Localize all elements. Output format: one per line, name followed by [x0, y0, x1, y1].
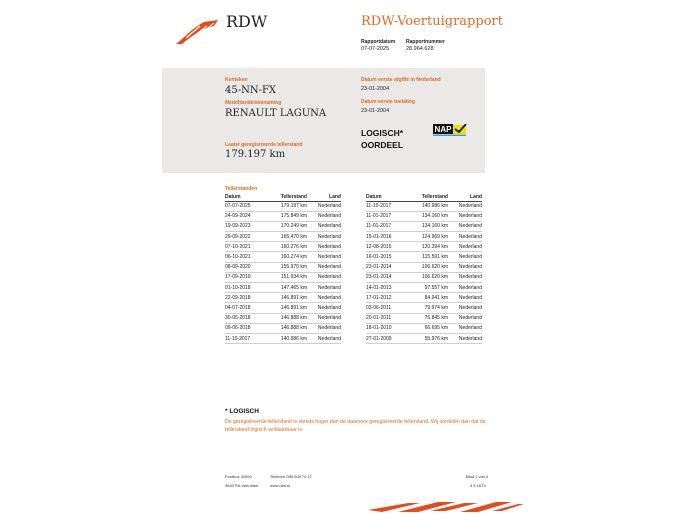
- table-row: [225, 201, 341, 211]
- cell-country: Nederland: [452, 232, 482, 242]
- cell-reading: 175.849 km: [271, 211, 311, 221]
- table-row: [366, 293, 482, 303]
- cell-reading: 146.888 km: [271, 323, 311, 333]
- first-admission-label: Datum eerste toelating: [361, 99, 415, 105]
- first-nl-date: 23-01-2004: [361, 86, 390, 92]
- footer-website[interactable]: www.rdw.nl: [270, 483, 291, 488]
- cell-date: 20-01-2011: [366, 313, 412, 323]
- table-row: [366, 211, 482, 221]
- cell-date: 11-01-2017: [366, 221, 412, 231]
- cell-reading: 160.274 km: [271, 252, 311, 262]
- cell-country: Nederland: [452, 221, 482, 231]
- footer-postbox: Postbus 30000: [225, 474, 252, 479]
- report-date-label: Rapportdatum: [361, 39, 396, 45]
- vehicle-model: RENAULT LAGUNA: [225, 108, 327, 119]
- cell-reading: 97.557 km: [412, 283, 452, 293]
- cell-date: 01-10-2018: [225, 283, 271, 293]
- cell-reading: 147.465 km: [271, 283, 311, 293]
- last-reading: 179.197 km: [225, 149, 286, 160]
- cell-country: Nederland: [311, 272, 341, 282]
- verdict: [361, 127, 403, 151]
- model-label: Merk/Handelsbenaming: [225, 100, 282, 106]
- cell-country: Nederland: [311, 201, 341, 211]
- cell-date: 16-01-2015: [366, 252, 412, 262]
- cell-country: Nederland: [452, 211, 482, 221]
- cell-reading: 124.969 km: [412, 232, 452, 242]
- table-row: [225, 252, 341, 262]
- cell-reading: 160.276 km: [271, 242, 311, 252]
- cell-country: Nederland: [452, 313, 482, 323]
- cell-reading: 106.620 km: [412, 272, 452, 282]
- col-header-reading: Tellerstand: [412, 193, 452, 201]
- footer-city: 9640 RA Veendam: [225, 483, 259, 488]
- col-header-country: Land: [452, 193, 482, 201]
- cell-country: Nederland: [311, 242, 341, 252]
- rdw-logo-icon: [174, 18, 220, 46]
- cell-country: Nederland: [311, 323, 341, 333]
- report-title: RDW-Voertuigrapport: [361, 14, 503, 29]
- cell-date: 07-07-2025: [225, 201, 271, 211]
- cell-country: Nederland: [311, 283, 341, 293]
- cell-country: Nederland: [452, 201, 482, 211]
- table-row: [225, 293, 341, 303]
- cell-date: 04-07-2018: [225, 303, 271, 313]
- cell-reading: 55.976 km: [412, 333, 452, 343]
- cell-reading: 151.934 km: [271, 272, 311, 282]
- table-row: [366, 272, 482, 282]
- readings-title: Tellerstanden: [225, 186, 258, 192]
- cell-date: 18-01-2010: [366, 323, 412, 333]
- readings-table-right: [366, 193, 482, 344]
- cell-reading: 170.249 km: [271, 221, 311, 231]
- license-plate: 45-NN-FX: [225, 85, 277, 96]
- verdict-line-2: OORDEEL: [361, 140, 404, 150]
- last-reading-label: Laatst geregistreerde tellerstand: [225, 142, 303, 148]
- cell-reading: 165.470 km: [271, 232, 311, 242]
- table-row: [225, 221, 341, 231]
- cell-country: Nederland: [311, 303, 341, 313]
- cell-reading: 120.394 km: [412, 242, 452, 252]
- cell-date: 22-09-2018: [225, 293, 271, 303]
- cell-country: Nederland: [311, 252, 341, 262]
- cell-reading: 155.970 km: [271, 262, 311, 272]
- cell-country: Nederland: [311, 211, 341, 221]
- brand-name: RDW: [226, 12, 268, 31]
- cell-country: Nederland: [452, 252, 482, 262]
- table-row: [225, 211, 341, 221]
- report-number: 28.964.628: [406, 46, 434, 52]
- cell-reading: 134.160 km: [412, 211, 452, 221]
- cell-country: Nederland: [311, 313, 341, 323]
- footer-phone: Telefoon 088 008 74 47: [270, 474, 312, 479]
- cell-date: 11-10-2017: [225, 333, 271, 343]
- cell-reading: 84.941 km: [412, 293, 452, 303]
- cell-date: 06-10-2021: [225, 252, 271, 262]
- decorative-stripes-icon: [368, 500, 524, 514]
- cell-date: 17-09-2019: [225, 272, 271, 282]
- table-header-row: [225, 193, 341, 201]
- cell-country: Nederland: [452, 242, 482, 252]
- col-header-country: Land: [311, 193, 341, 201]
- cell-date: 19-09-2023: [225, 221, 271, 231]
- table-header-row: [366, 193, 482, 201]
- table-row: [366, 242, 482, 252]
- cell-date: 11-01-2017: [366, 211, 412, 221]
- cell-reading: 106.620 km: [412, 262, 452, 272]
- cell-date: 03-06-2011: [366, 303, 412, 313]
- table-row: [225, 272, 341, 282]
- cell-date: 24-09-2024: [225, 211, 271, 221]
- table-row: [366, 313, 482, 323]
- table-row: [225, 323, 341, 333]
- first-nl-label: Datum eerste afgifte in Nederland: [361, 77, 441, 83]
- cell-reading: 146.891 km: [271, 303, 311, 313]
- cell-reading: 140.986 km: [412, 201, 452, 211]
- cell-date: 17-01-2012: [366, 293, 412, 303]
- table-row: [366, 262, 482, 272]
- cell-date: 09-06-2018: [225, 323, 271, 333]
- cell-reading: 79.974 km: [412, 303, 452, 313]
- cell-reading: 134.160 km: [412, 221, 452, 231]
- cell-country: Nederland: [311, 333, 341, 343]
- first-admission-date: 23-01-2004: [361, 108, 390, 114]
- cell-country: Nederland: [452, 303, 482, 313]
- svg-text:NAP: NAP: [434, 125, 452, 134]
- table-row: [366, 303, 482, 313]
- table-row: [225, 283, 341, 293]
- table-row: [366, 221, 482, 231]
- cell-date: 23-01-2014: [366, 262, 412, 272]
- report-number-label: Rapportnummer: [406, 39, 445, 45]
- note-title: * LOGISCH: [225, 408, 259, 415]
- summary-panel: [162, 68, 485, 173]
- cell-reading: 179.197 km: [271, 201, 311, 211]
- cell-reading: 115.591 km: [412, 252, 452, 262]
- cell-date: 27-01-2009: [366, 333, 412, 343]
- cell-reading: 146.891 km: [271, 293, 311, 303]
- col-header-date: Datum: [225, 193, 271, 201]
- cell-date: 08-09-2020: [225, 262, 271, 272]
- cell-reading: 146.888 km: [271, 313, 311, 323]
- note-text: De geregistreerde tellerstand is steeds hoger dan de daarvoor geregistreerde tellerstand. Wij oordelen dan dat de tellerstand logisch verklaarbaar is.: [225, 419, 486, 433]
- table-row: [225, 242, 341, 252]
- table-row: [366, 201, 482, 211]
- cell-country: Nederland: [311, 221, 341, 231]
- cell-country: Nederland: [452, 333, 482, 343]
- cell-date: 12-08-2015: [366, 242, 412, 252]
- table-row: [366, 232, 482, 242]
- cell-country: Nederland: [452, 323, 482, 333]
- cell-country: Nederland: [311, 232, 341, 242]
- cell-country: Nederland: [311, 293, 341, 303]
- cell-date: 30-06-2018: [225, 313, 271, 323]
- cell-country: Nederland: [311, 262, 341, 272]
- table-row: [366, 323, 482, 333]
- table-row: [366, 283, 482, 293]
- cell-country: Nederland: [452, 272, 482, 282]
- table-row: [225, 232, 341, 242]
- table-row: [225, 333, 341, 343]
- readings-table-left: [225, 193, 341, 344]
- cell-date: 23-01-2014: [366, 272, 412, 282]
- cell-date: 29-09-2022: [225, 232, 271, 242]
- cell-reading: 76.845 km: [412, 313, 452, 323]
- table-row: [225, 262, 341, 272]
- report-date: 07-07-2025: [361, 46, 390, 52]
- cell-reading: 66.695 km: [412, 323, 452, 333]
- nap-logo-icon: [433, 124, 467, 136]
- verdict-line-1: LOGISCH*: [361, 128, 404, 138]
- table-row: [225, 303, 341, 313]
- table-row: [225, 313, 341, 323]
- cell-country: Nederland: [452, 262, 482, 272]
- table-row: [366, 333, 482, 343]
- col-header-date: Datum: [366, 193, 412, 201]
- plate-label: Kenteken: [225, 77, 248, 83]
- footer-page: Blad 1 van 4: [466, 474, 489, 479]
- cell-date: 15-01-2016: [366, 232, 412, 242]
- cell-date: 11-10-2017: [366, 201, 412, 211]
- cell-country: Nederland: [452, 293, 482, 303]
- cell-date: 07-10-2021: [225, 242, 271, 252]
- col-header-reading: Tellerstand: [271, 193, 311, 201]
- footer-code: 3 5 1679: [470, 483, 486, 488]
- cell-country: Nederland: [452, 283, 482, 293]
- table-row: [366, 252, 482, 262]
- cell-reading: 140.986 km: [271, 333, 311, 343]
- cell-date: 14-01-2013: [366, 283, 412, 293]
